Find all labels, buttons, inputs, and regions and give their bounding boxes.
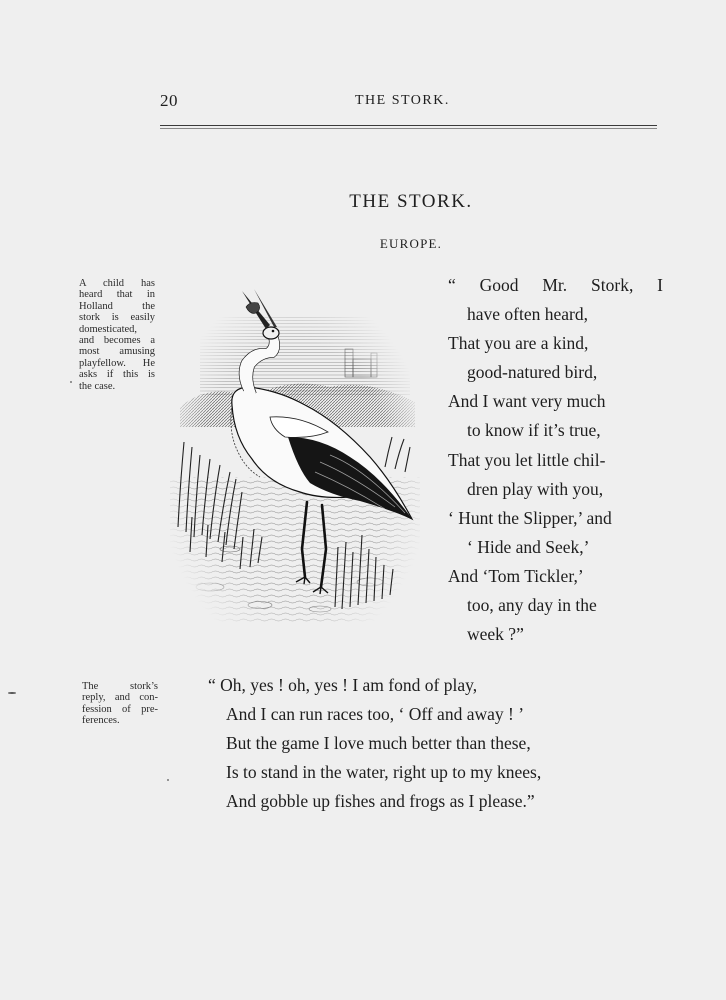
poem-line: good-natured bird, bbox=[467, 362, 598, 383]
poem-stanza-question bbox=[448, 271, 663, 649]
poem-line: too, any day in the bbox=[467, 595, 597, 616]
poem-line: And I can run races too, ‘ Off and away ! ’ bbox=[226, 704, 525, 725]
paper-speck bbox=[8, 692, 16, 694]
margin-note-line: fession of pre- bbox=[82, 703, 158, 715]
margin-note-line: and becomes a bbox=[79, 335, 155, 347]
poem-line: have often heard, bbox=[467, 304, 588, 325]
poem-line: ‘ Hide and Seek,’ bbox=[467, 536, 590, 557]
margin-note-line: The stork’s bbox=[82, 681, 158, 692]
margin-note-line: reply, and con- bbox=[82, 692, 158, 704]
poem-line: But the game I love much better than these, bbox=[226, 733, 531, 754]
poem-line: “ Good Mr. Stork, I bbox=[448, 275, 663, 295]
margin-note-line: domesticated, bbox=[79, 323, 138, 335]
margin-note-line: the case. bbox=[79, 380, 116, 392]
poem-line: Is to stand in the water, right up to my knees, bbox=[226, 762, 542, 783]
running-head bbox=[160, 91, 660, 115]
poem-line: “ Oh, yes ! oh, yes ! I am fond of play, bbox=[208, 675, 478, 695]
chapter-title: THE STORK. bbox=[349, 191, 473, 212]
poem-stanza-reply bbox=[208, 671, 638, 816]
stork-illustration bbox=[170, 287, 420, 622]
poem-line: dren play with you, bbox=[467, 478, 604, 499]
poem-line: to know if it’s true, bbox=[467, 420, 601, 441]
chapter-region: EUROPE. bbox=[379, 236, 443, 251]
margin-note-line: A child has bbox=[79, 278, 155, 289]
poem-line: That you are a kind, bbox=[448, 333, 589, 354]
poem-line: That you let little chil- bbox=[448, 449, 606, 470]
margin-note-reply bbox=[82, 681, 158, 727]
margin-note-line: Holland the bbox=[79, 300, 155, 312]
margin-note-question bbox=[79, 278, 155, 392]
poem-line: ‘ Hunt the Slipper,’ and bbox=[448, 507, 612, 528]
margin-note-line: heard that in bbox=[79, 289, 155, 301]
paper-speck bbox=[167, 779, 169, 781]
margin-note-line: stork is easily bbox=[79, 312, 155, 324]
poem-line: And ‘Tom Tickler,’ bbox=[448, 565, 584, 586]
poem-line: week ?” bbox=[467, 624, 524, 645]
poem-line: And gobble up fishes and frogs as I please.” bbox=[226, 791, 535, 812]
margin-note-line: playfellow. He bbox=[79, 357, 155, 369]
header-rule bbox=[160, 125, 657, 126]
running-title: THE STORK. bbox=[355, 93, 450, 108]
poem-line: And I want very much bbox=[448, 391, 606, 412]
margin-note-line: ferences. bbox=[82, 715, 120, 727]
paper-speck bbox=[70, 381, 72, 383]
page-number: 20 bbox=[160, 91, 178, 110]
margin-note-line: most amusing bbox=[79, 346, 155, 358]
margin-note-line: asks if this is bbox=[79, 369, 155, 381]
header-rule-thin bbox=[160, 128, 657, 129]
